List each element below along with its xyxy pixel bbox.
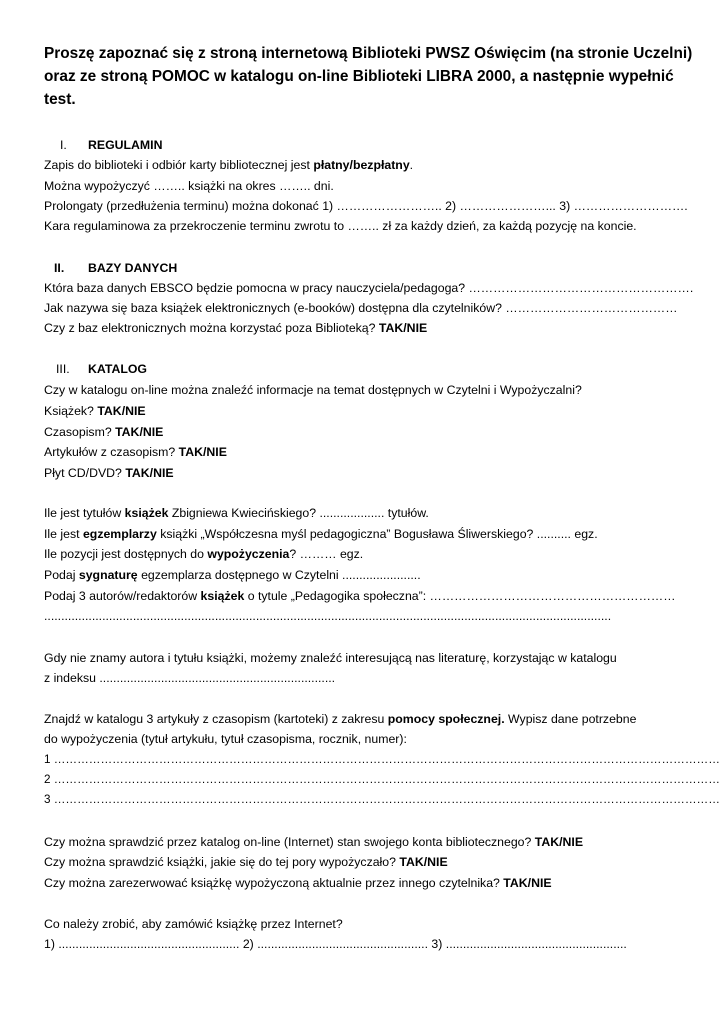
answer-row: 1) ..................................................... 2) .................................................. 3) ..................................................... (44, 937, 627, 951)
section-number: II. (54, 261, 65, 275)
text-line: Podaj 3 autorów/redaktorów książek o tytule „Pedagogika społeczna”: …………………………………………………… (44, 589, 676, 603)
text-line: Ile pozycji jest dostępnych do wypożyczenia? ……… egz. (44, 547, 364, 561)
yes-no-option: TAK/NIE (97, 404, 146, 418)
yes-no-option: TAK/NIE (503, 876, 552, 890)
text-line: Czy można sprawdzić przez katalog on-line (Internet) stan swojego konta bibliotecznego? TAK/NIE (44, 835, 584, 849)
text-line: Czy w katalogu on-line można znaleźć informacje na temat dostępnych w Czytelni i Wypożyczalni? (44, 383, 582, 397)
page-title (44, 42, 694, 111)
yes-no-option: TAK/NIE (378, 321, 428, 335)
text-line: Można wypożyczyć …….. książki na okres …….. dni. (44, 179, 334, 193)
answer-row: 3 ……………………………………………………………………………………………………………………………………………………… (44, 793, 720, 806)
title-line: Proszę zapoznać się z stroną internetową Biblioteki PWSZ Oświęcim (na stronie Uczelni) (44, 45, 693, 62)
yes-no-option: TAK/NIE (178, 445, 227, 459)
title-line: oraz ze stroną POMOC w katalogu on-line Biblioteki LIBRA 2000, a następnie wypełnić (44, 68, 674, 85)
text-line: Czy można zarezerwować książkę wypożyczoną aktualnie przez innego czytelnika? TAK/NIE (44, 876, 552, 890)
yes-no-option: TAK/NIE (125, 466, 174, 480)
text-line: z indeksu ..................................................................... (44, 671, 336, 685)
answer-row: 2 ……………………………………………………………………………………………………………………………………………………… (44, 773, 720, 786)
text-line: do wypożyczenia (tytuł artykułu, tytuł czasopisma, rocznik, numer): (44, 732, 407, 746)
section-number: I. (60, 138, 67, 152)
text-line: Kara regulaminowa za przekroczenie terminu zwrotu to …….. zł za każdy dzień, za każdą pozycję na koncie. (44, 219, 637, 233)
text-line: Zapis do biblioteki i odbiór karty bibliotecznej jest płatny/bezpłatny. (44, 158, 414, 172)
yes-no-option: TAK/NIE (534, 835, 584, 849)
text-line: Prolongaty (przedłużenia terminu) można dokonać 1) …………………….. 2) …………………... 3) ………………………. (44, 199, 688, 213)
text-line: Płyt CD/DVD? TAK/NIE (44, 466, 174, 480)
text-line: Ile jest egzemplarzy książki „Współczesna myśl pedagogiczna” Bogusława Śliwerskiego? .......... egz. (44, 527, 598, 541)
text-line: Ile jest tytułów książek Zbigniewa Kwiecińskiego? ................... tytułów. (44, 506, 429, 520)
text-line: Jak nazywa się baza książek elektronicznych (e-booków) dostępna dla czytelników? …………………………………… (44, 301, 678, 315)
text-line: Która baza danych EBSCO będzie pomocna w pracy nauczyciela/pedagoga? ………………………………………………. (44, 281, 694, 295)
text-line: Czy z baz elektronicznych można korzystać poza Biblioteką? TAK/NIE (44, 321, 428, 335)
answer-row: 1 ……………………………………………………………………………………………………………………………………………………… (44, 753, 720, 766)
text-line: Artykułów z czasopism? TAK/NIE (44, 445, 227, 459)
option-text: płatny/bezpłatny (313, 158, 410, 172)
text-line: Gdy nie znamy autora i tytułu książki, możemy znaleźć interesującą nas literaturę, korzystając w katalogu (44, 651, 617, 665)
text-line: Książek? TAK/NIE (44, 404, 146, 418)
title-line: test. (44, 91, 76, 108)
yes-no-option: TAK/NIE (115, 425, 164, 439)
text-line: Czy można sprawdzić książki, jakie się do tej pory wypożyczało? TAK/NIE (44, 855, 448, 869)
yes-no-option: TAK/NIE (399, 855, 448, 869)
answer-dots: ...................................................................................................................................................................... (44, 609, 612, 623)
text-line: Czasopism? TAK/NIE (44, 425, 164, 439)
text-line: Znajdź w katalogu 3 artykuły z czasopism (kartoteki) z zakresu pomocy społecznej. Wypisz dane potrzebne (44, 712, 637, 726)
text-line: Podaj sygnaturę egzemplarza dostępnego w Czytelni ....................... (44, 568, 421, 582)
section-heading: BAZY DANYCH (88, 261, 178, 275)
section-number: III. (56, 362, 70, 376)
section-heading: KATALOG (88, 362, 147, 376)
section-heading: REGULAMIN (88, 138, 163, 152)
text-line: Co należy zrobić, aby zamówić książkę przez Internet? (44, 917, 343, 931)
